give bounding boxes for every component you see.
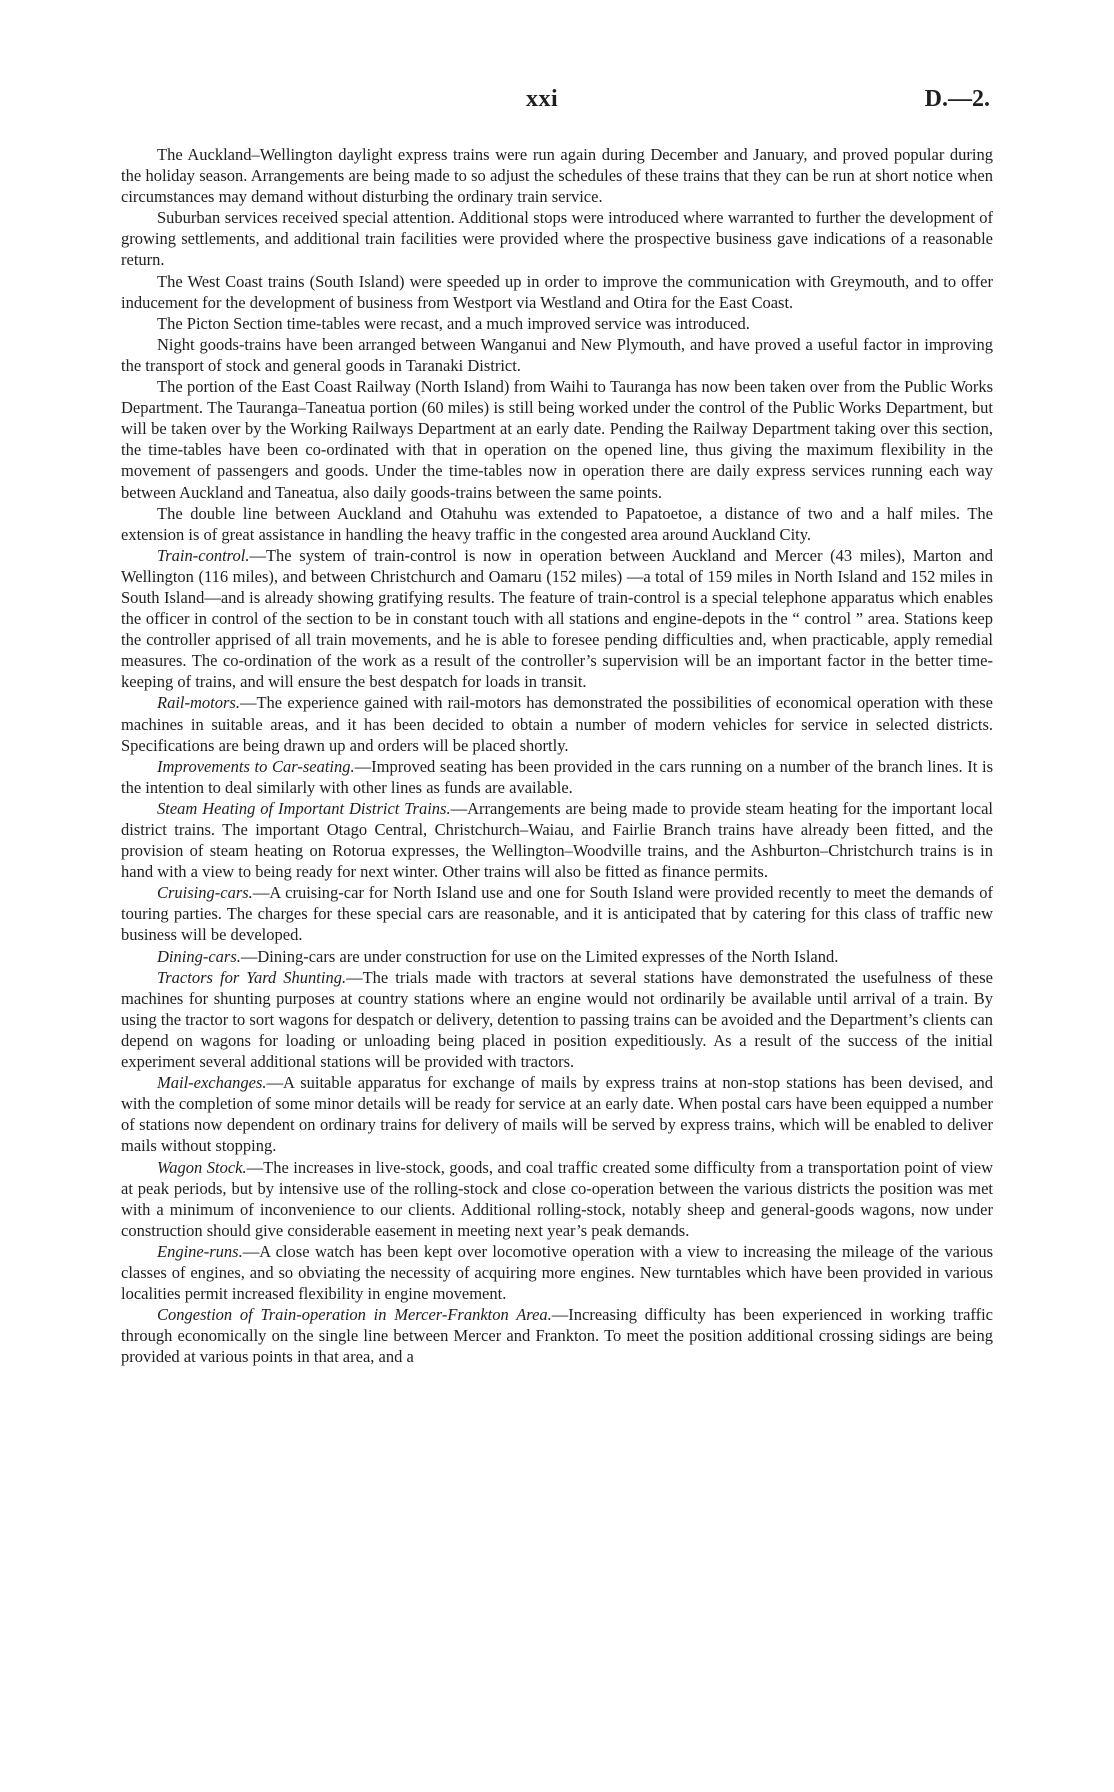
paragraph-heading: Congestion of Train-operation in Mercer-Frankton Area. [157,1305,552,1325]
document-reference: D.—2. [924,86,990,112]
paragraph-text: —Arrangements are being made to provide steam heating for the important local district trains. The important Otago Central, Christchurch–Waiau, and Fairlie Branch trains have already been fitted, and the provision of steam heating on Rotorua expresses, the Wellington–Woodville trains, and the Ashburton–Christchurch trains is in hand with a view to being ready for next winter. Other trains will also be fitted as finance permits. [121,798,993,882]
paragraph [121,271,993,313]
paragraph-heading: Mail-exchanges. [157,1073,267,1093]
paragraph [121,798,993,882]
paragraph [121,1072,993,1156]
paragraph-text: The portion of the East Coast Railway (North Island) from Waihi to Tauranga has now been taken over from the Public Works Department. The Tauranga–Taneatua portion (60 miles) is still being worked under the control of the Public Works Department, but will be taken over by the Working Railways Department at an early date. Pending the Railway Department taking over this section, the time-tables have been co-ordinated with that in operation on the opened line, thus giving the maximum flexibility in the movement of passengers and goods. Under the time-tables now in operation there are daily express services running each way between Auckland and Taneatua, also daily goods-trains between the same points. [121,377,993,502]
paragraph-text: Suburban services received special attention. Additional stops were introduced where warranted to further the development of growing settlements, and additional train facilities were provided where the prospective business gave indications of a reasonable return. [121,208,993,270]
paragraph-text: —The increases in live-stock, goods, and coal traffic created some difficulty from a transportation point of view at peak periods, but by intensive use of the rolling-stock and close co-operation between the various districts the position was met with a minimum of inconvenience to our clients. Additional rolling-stock, notably sheep and general-goods wagons, now under construction should give considerable easement in meeting next year’s peak demands. [121,1157,993,1240]
paragraph-text: The Picton Section time-tables were recast, and a much improved service was introduced. [157,313,750,333]
paragraph-text: —A close watch has been kept over locomotive operation with a view to increasing the mileage of the various classes of engines, and so obviating the necessity of acquiring more engines. New turntables which have been provided in various localities permit increased flexibility in engine movement. [121,1241,993,1304]
paragraph-text: —Increasing difficulty has been experienced in working traffic through economically on the single line between Mercer and Frankton. To meet the position additional crossing sidings are being provided at various points in that area, and a [121,1305,993,1367]
paragraph-text: —The trials made with tractors at several stations have demonstrated the usefulness of these machines for shunting purposes at country stations where an engine would not ordinarily be available until arrival of a train. By using the tractor to sort wagons for despatch or delivery, detention to passing trains can be avoided and the Department’s clients can depend on wagons for loading or unloading being placed in position expeditiously. As a result of the success of the initial experiment several additional stations will be provided with tractors. [121,967,993,1072]
paragraph-text: —The experience gained with rail-motors has demonstrated the possibilities of economical operation with these machines in suitable areas, and it has been decided to obtain a number of modern vehicles for service in selected districts. Specifications are being drawn up and orders will be placed shortly. [121,693,993,755]
page-number: xxi [526,86,559,112]
paragraph [121,692,993,755]
paragraph-text: —Dining-cars are under construction for use on the Limited expresses of the North Island. [240,946,839,966]
paragraph [121,207,993,270]
paragraph-heading: Engine-runs. [157,1241,243,1261]
paragraph [121,1241,993,1304]
paragraph-text: The double line between Auckland and Otahuhu was extended to Papatoetoe, a distance of two and a half miles. The extension is of great assistance in handling the heavy traffic in the congested area around Auckland City. [121,503,993,544]
paragraph [121,1157,993,1241]
page-header [0,86,1114,118]
paragraph [121,882,993,945]
paragraph-text: —Improved seating has been provided in the cars running on a number of the branch lines. It is the intention to deal similarly with other lines as funds are available. [121,756,994,797]
paragraph-text: The West Coast trains (South Island) were speeded up in order to improve the communication with Greymouth, and to offer inducement for the development of business from Westport via Westland and Otira for the East Coast. [121,271,993,312]
paragraph [121,545,993,693]
paragraph-text: Night goods-trains have been arranged between Wanganui and New Plymouth, and have proved a useful factor in improving the transport of stock and general goods in Taranaki District. [121,334,993,375]
paragraph-heading: Rail-motors. [157,693,240,713]
paragraph [121,756,993,798]
paragraph-heading: Dining-cars. [157,946,241,966]
paragraph [121,967,993,1072]
paragraph-heading: Cruising-cars. [157,883,253,903]
paragraph [121,376,993,503]
paragraph-text: —The system of train-control is now in operation between Auckland and Mercer (43 miles), Marton and Wellington (116 miles), and between Christchurch and Oamaru (152 miles) —a total of 159 miles in North Island and 152 miles in South Island—and is already showing gratifying results. The feature of train-control is a special telephone apparatus which enables the officer in control of the section to be in constant touch with all stations and engine-depots in the “ control ” area. Stations keep the controller apprised of all train movements, and he is able to foresee pending difficulties and, when practicable, apply remedial measures. The co-ordination of the work as a result of the controller’s supervision will be an important factor in the better time-keeping of trains, and will ensure the best despatch for loads in transit. [121,545,993,692]
paragraph-heading: Improvements to Car-seating. [157,756,355,776]
paragraph-heading: Wagon Stock. [157,1157,247,1177]
paragraph-text: —A suitable apparatus for exchange of mails by express trains at non-stop stations has been devised, and with the completion of some minor details will be ready for service at an early date. When postal cars have been equipped a number of stations now dependent on ordinary trains for delivery of mails will be served by express trains, which will be enabled to deliver mails without stopping. [121,1073,993,1156]
paragraph-heading: Steam Heating of Important District Trains. [157,798,451,818]
paragraph-heading: Tractors for Yard Shunting. [157,967,347,987]
paragraph [121,503,993,545]
paragraph [121,1304,993,1367]
paragraph-text: The Auckland–Wellington daylight express trains were run again during December and January, and proved popular during the holiday season. Arrangements are being made to so adjust the schedules of these trains that they can be run at short notice when circumstances may demand without disturbing the ordinary train service. [121,145,993,207]
paragraph [121,144,993,207]
paragraph-heading: Train-control. [157,545,250,565]
paragraph [121,313,993,334]
paragraph [121,946,993,967]
paragraph [121,334,993,376]
body-text [121,144,993,1367]
paragraph-text: —A cruising-car for North Island use and one for South Island were provided recently to meet the demands of touring parties. The charges for these special cars are reasonable, and it is anticipated that by catering for this class of traffic new business will be developed. [121,883,993,945]
